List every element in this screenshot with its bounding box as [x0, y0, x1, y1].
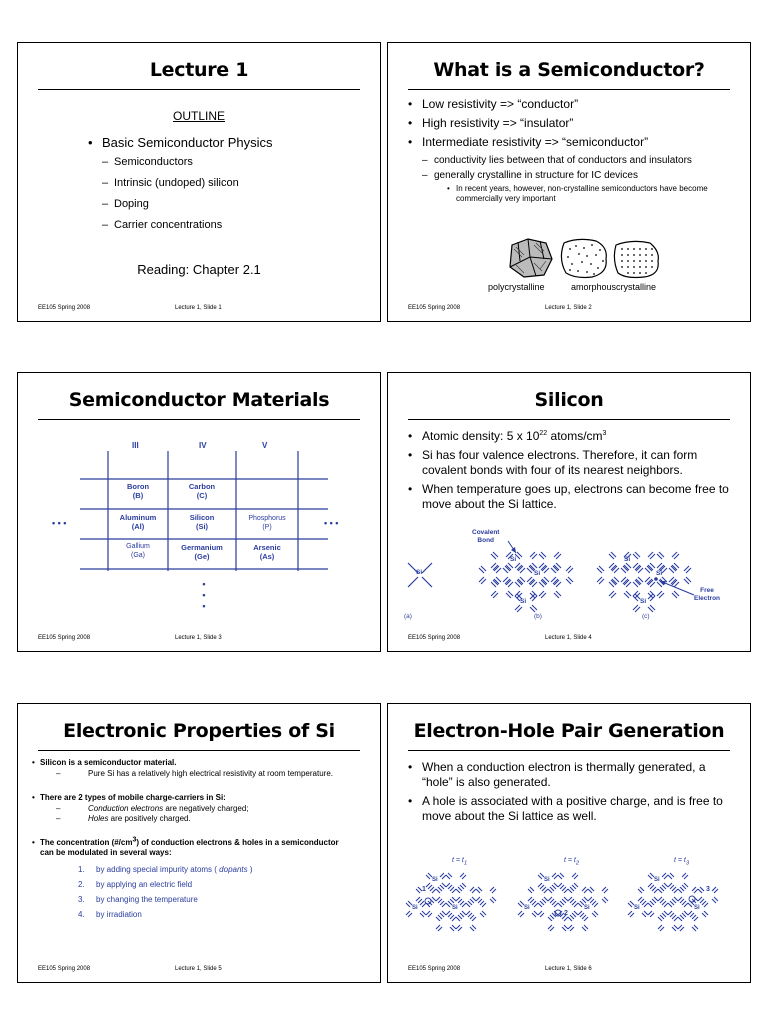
element-aluminum [108, 513, 168, 531]
element-name: Boron [126, 482, 150, 491]
text: There are 2 types of mobile charge-carriers in Si: [40, 793, 226, 802]
caption-a: (a) [404, 613, 412, 620]
method-item [78, 892, 362, 907]
ellipsis-right: • • • [324, 518, 339, 528]
element-symbol: (B) [132, 491, 144, 500]
text: Pure Si has a relatively high electrical resistivity at room temperature. [88, 769, 333, 778]
free-electron-label [694, 587, 720, 603]
slide-title: Semiconductor Materials [68, 389, 330, 411]
text: by changing the temperature [96, 895, 198, 904]
si-label: Si [510, 556, 517, 563]
text: by adding special impurity atoms ( [96, 865, 220, 874]
element-symbol: (P) [262, 524, 272, 531]
time-label-2 [564, 857, 579, 866]
silicon-lattice-diagram [398, 523, 743, 628]
marker-1: 1 [422, 886, 426, 893]
text: Free [700, 587, 714, 594]
text: ) [247, 865, 253, 874]
text: The concentration (#/cm [40, 838, 133, 847]
element-name: Silicon [189, 513, 215, 522]
bullet: • High resistivity => “insulator” [406, 116, 736, 131]
element-silicon [168, 513, 236, 531]
element-boron [108, 482, 168, 500]
si-label: Si [520, 598, 527, 605]
si-label-a: Si [416, 569, 423, 576]
bullet-glyph: • [32, 838, 35, 847]
element-name: Aluminum [119, 513, 157, 522]
emphasis: dopants [219, 865, 248, 874]
content [406, 760, 736, 828]
title-rule [408, 750, 730, 751]
marker-2: 2 [564, 910, 568, 917]
bullet: • When temperature goes up, electrons can become free to move about the Si lattice. [406, 482, 736, 512]
bullet: • Si has four valence electrons. Therefore, it can form covalent bonds with four of its nearest neighbors. [406, 448, 736, 478]
column-header-V: V [262, 441, 268, 450]
caption-c: (c) [642, 613, 650, 620]
footer-slide-number: Lecture 1, Slide 2 [545, 305, 592, 311]
point-3 [32, 838, 350, 858]
dash-glyph: – [56, 814, 61, 823]
slide-4 [387, 372, 751, 652]
text: ) of conduction electrons & holes in a semiconductor can be modulated in several ways: [40, 838, 339, 857]
point-1-sub [32, 769, 362, 779]
si-label: Si [694, 905, 700, 911]
footer-course: EE105 Spring 2008 [408, 635, 461, 641]
polycrystalline-icon [510, 239, 552, 277]
method-item [78, 877, 362, 892]
bullet: • Low resistivity => “conductor” [406, 97, 736, 112]
bullet-atomic-density [406, 429, 736, 444]
text: t = t [674, 857, 686, 864]
footer-course: EE105 Spring 2008 [408, 305, 461, 311]
si-label: Si [624, 556, 631, 563]
lattice-t2 [518, 873, 608, 931]
superscript: 22 [539, 430, 548, 437]
si-label: Si [452, 905, 458, 911]
si-label: Si [656, 570, 663, 577]
point-2-sub [32, 804, 362, 814]
label-crystalline: crystalline [616, 282, 657, 292]
lattice-t1 [406, 873, 496, 931]
element-symbol: (As) [259, 552, 275, 561]
text: are negatively charged; [163, 804, 249, 813]
footer-slide-number: Lecture 1, Slide 5 [175, 966, 222, 972]
content [32, 758, 362, 922]
element-name: Arsenic [253, 543, 281, 552]
bullet: • Intermediate resistivity => “semiconductor” [406, 135, 736, 150]
electron-hole-diagram [400, 869, 740, 939]
element-name: Carbon [188, 482, 216, 491]
subscript: 3 [685, 860, 690, 867]
si-label: Si [534, 570, 541, 577]
outline-bullet: • Basic Semiconductor Physics [86, 134, 346, 151]
point-1 [32, 758, 362, 768]
method-item [78, 862, 362, 877]
item-number: 4. [78, 910, 85, 919]
subscript: 1 [463, 860, 468, 867]
element-name: Germanium [181, 543, 223, 552]
marker-3: 3 [706, 886, 710, 893]
emphasis: Holes [88, 814, 109, 823]
column-header-III: III [132, 441, 139, 450]
outline-sub-item: – Intrinsic (undoped) silicon [86, 176, 346, 190]
method-item [78, 907, 362, 922]
slide-1 [17, 42, 381, 322]
reading-note: Reading: Chapter 2.1 [137, 262, 261, 277]
lattice-t3 [628, 873, 718, 931]
element-carbon [168, 482, 236, 500]
content [406, 429, 736, 516]
outline-heading: OUTLINE [172, 109, 225, 123]
item-number: 3. [78, 895, 85, 904]
element-symbol: (Si) [195, 522, 209, 531]
element-arsenic [236, 543, 298, 561]
text: Silicon is a semiconductor material. [40, 758, 177, 767]
caption-b: (b) [534, 613, 542, 620]
footer-course: EE105 Spring 2008 [38, 966, 91, 972]
text: by applying an electric field [96, 880, 193, 889]
text: Atomic density: 5 x 10 [422, 429, 540, 443]
element-symbol: (Ge) [194, 552, 210, 561]
title-rule [38, 750, 360, 751]
slide-title: What is a Semiconductor? [433, 59, 705, 81]
slide-2 [387, 42, 751, 322]
crystalline-icon [614, 241, 658, 277]
ellipsis-left: • • • [52, 518, 67, 528]
sub-bullet: – generally crystalline in structure for IC devices [406, 169, 736, 182]
element-name: Phosphorus [248, 515, 286, 522]
bullet: • A hole is associated with a positive charge, and is free to move about the Si lattice as well. [406, 794, 736, 824]
footer-slide-number: Lecture 1, Slide 3 [175, 635, 222, 641]
subscript: 2 [575, 860, 580, 867]
si-label: Si [584, 905, 590, 911]
crystal-structure-diagram [506, 237, 666, 281]
si-label: Si [654, 877, 660, 883]
sub-bullet: – conductivity lies between that of conductors and insulators [406, 154, 736, 167]
outline-sub-item: – Carrier concentrations [86, 218, 346, 232]
element-germanium [168, 543, 236, 561]
text: by irradiation [96, 910, 142, 919]
text: are positively charged. [108, 814, 191, 823]
sub-sub-bullet: • In recent years, however, non-crystalline semiconductors have become commercially very important [406, 184, 716, 204]
time-label-1 [452, 857, 467, 866]
outline-sub-item: – Semiconductors [86, 155, 346, 169]
ellipsis-down: • • • [202, 579, 206, 611]
text: Bond [477, 537, 495, 544]
title-rule [408, 89, 730, 90]
methods-list [32, 862, 362, 922]
outline-list [86, 134, 346, 239]
slide-title: Silicon [534, 389, 604, 411]
column-header-IV: IV [199, 441, 207, 450]
si-label: Si [412, 905, 418, 911]
bullet-glyph: • [32, 758, 35, 767]
superscript: 3 [132, 836, 137, 844]
item-number: 1. [78, 865, 85, 874]
point-2-sub [32, 814, 362, 824]
emphasis: Conduction electrons [88, 804, 164, 813]
content [406, 97, 736, 204]
slide-title: Electron-Hole Pair Generation [413, 720, 725, 742]
slide-6 [387, 703, 751, 983]
text: Covalent [472, 529, 500, 536]
superscript: 3 [602, 430, 607, 437]
footer-course: EE105 Spring 2008 [408, 966, 461, 972]
si-label: Si [524, 905, 530, 911]
time-label-3 [674, 857, 689, 866]
slide-title: Electronic Properties of Si [63, 720, 335, 742]
element-gallium [108, 542, 168, 560]
dash-glyph: – [56, 769, 61, 778]
text: t = t [564, 857, 576, 864]
slide-3 [17, 372, 381, 652]
si-label: Si [544, 877, 550, 883]
title-rule [38, 419, 360, 420]
text: atoms/cm [547, 429, 603, 443]
text: Electron [694, 595, 721, 602]
bullet: • When a conduction electron is thermally generated, a “hole” is also generated. [406, 760, 736, 790]
outline-sub-item: – Doping [86, 197, 346, 211]
element-symbol: (Al) [131, 522, 145, 531]
si-label: Si [634, 905, 640, 911]
text: t = t [452, 857, 464, 864]
si-label: Si [432, 877, 438, 883]
element-symbol: (C) [196, 491, 208, 500]
footer-slide-number: Lecture 1, Slide 1 [175, 305, 222, 311]
footer-slide-number: Lecture 1, Slide 6 [545, 966, 592, 972]
covalent-bond-label [472, 529, 499, 545]
amorphous-icon [561, 239, 606, 277]
dash-glyph: – [56, 804, 61, 813]
footer-course: EE105 Spring 2008 [38, 635, 91, 641]
element-name: Gallium [126, 543, 150, 550]
element-phosphorus [236, 514, 298, 532]
point-2 [32, 793, 362, 803]
element-symbol: (Ga) [131, 552, 145, 559]
title-rule [408, 419, 730, 420]
footer-slide-number: Lecture 1, Slide 4 [545, 635, 592, 641]
item-number: 2. [78, 880, 85, 889]
label-amorphous: amorphous [571, 282, 617, 292]
title-rule [38, 89, 360, 90]
si-label: Si [640, 598, 647, 605]
slide-5 [17, 703, 381, 983]
slide-title: Lecture 1 [149, 59, 249, 81]
footer-course: EE105 Spring 2008 [38, 305, 91, 311]
label-polycrystalline: polycrystalline [488, 282, 545, 292]
bullet-glyph: • [32, 793, 35, 802]
